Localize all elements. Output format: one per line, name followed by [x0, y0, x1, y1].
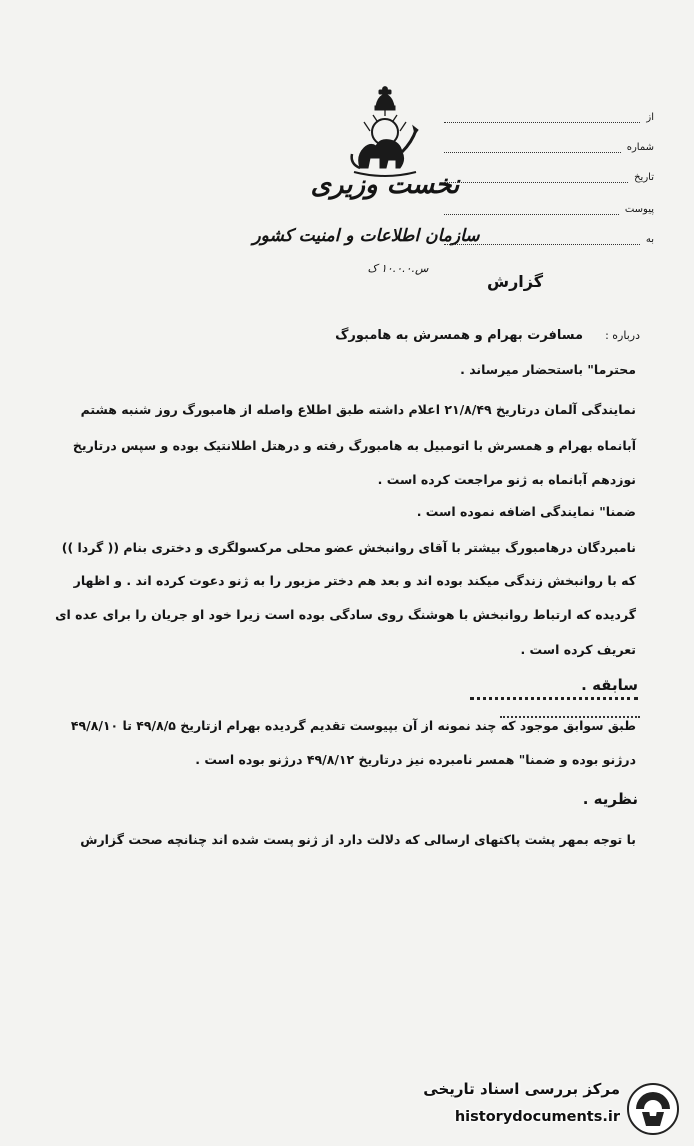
meta-field-attachment: [444, 204, 654, 215]
salutation: محترما" باستحضار میرساند .: [460, 362, 636, 377]
meta-label: شماره: [626, 142, 654, 153]
meta-label: از: [646, 112, 654, 123]
background-heading: [470, 676, 638, 694]
body-line: درژنو بوده و ضمنا" همسر نامبرده نیز درتاریخ ۴۹/۸/۱۲ درژنو بوده است .: [195, 752, 636, 767]
meta-label: به: [645, 234, 654, 245]
body-line: ضمنا" نمایندگی اضافه نموده است .: [416, 504, 636, 519]
body-line: گردیده که ارتباط روانبخش با هوشنگ روی سادگی بوده است زیرا خود او جریان را برای عده ای: [55, 607, 636, 622]
background-heading-text: سابقه .: [581, 676, 638, 694]
body-line: نامبردگان درهامبورگ بیشتر با آقای روانبخش عضو محلی مرکسولگری و دختری بنام (( گردا )): [61, 540, 636, 555]
subject-label: درباره :: [605, 329, 640, 342]
subject-text: مسافرت بهرام و همسرش به هامبورگ: [335, 328, 584, 343]
watermark-name: مرکز بررسی اسناد تاریخی: [423, 1080, 620, 1098]
report-label: گزارش: [486, 272, 544, 291]
watermark-url: historydocuments.ir: [454, 1109, 620, 1125]
body-line: که با روانبخش زندگی میکند بوده اند و بعد هم دختر مزبور را به ژنو دعوت کرده اند . و اظهار: [73, 573, 636, 588]
meta-label: پیوست: [624, 204, 654, 215]
org-title: نخست وزیری: [310, 170, 460, 200]
meta-field-from: [444, 112, 654, 123]
body-line: طبق سوابق موجود که چند نمونه از آن بپیوست تقدیم گردیده بهرام ازتاریخ ۴۹/۸/۵ تا ۴۹/۸/۱۰: [70, 718, 636, 733]
archive-logo-icon: [626, 1082, 680, 1136]
body-line: آبانماه بهرام و همسرش با اتومبیل به هامبورگ رفته و درهتل اطلانتیک بوده و سپس درتاریخ: [72, 438, 636, 453]
body-line: نمایندگی آلمان درتاریخ ۲۱/۸/۴۹ اعلام داشته طبق اطلاع واصله از هامبورگ روز شنبه هشتم: [80, 402, 636, 417]
body-line: با توجه بمهر پشت پاکتهای ارسالی که دلالت دارد از ژنو پست شده اند چنانچه صحت گزارش: [80, 832, 636, 847]
meta-field-number: [444, 142, 654, 153]
org-subtitle: سازمان اطلاعات و امنیت کشور: [252, 226, 480, 246]
org-code: س.۱۰.۰.۰ ک: [367, 262, 429, 275]
watermark: [396, 1076, 686, 1140]
body-line: نوزدهم آبانماه به ژنو مراجعت کرده است .: [377, 472, 636, 487]
meta-field-date: [444, 172, 654, 183]
conclusion-heading: [470, 790, 638, 808]
subject-line: [200, 328, 640, 343]
conclusion-heading-text: نظریه .: [582, 790, 638, 808]
meta-label: تاریخ: [634, 172, 654, 183]
body-line: تعریف کرده است .: [520, 642, 636, 657]
meta-field-to: [444, 234, 654, 245]
